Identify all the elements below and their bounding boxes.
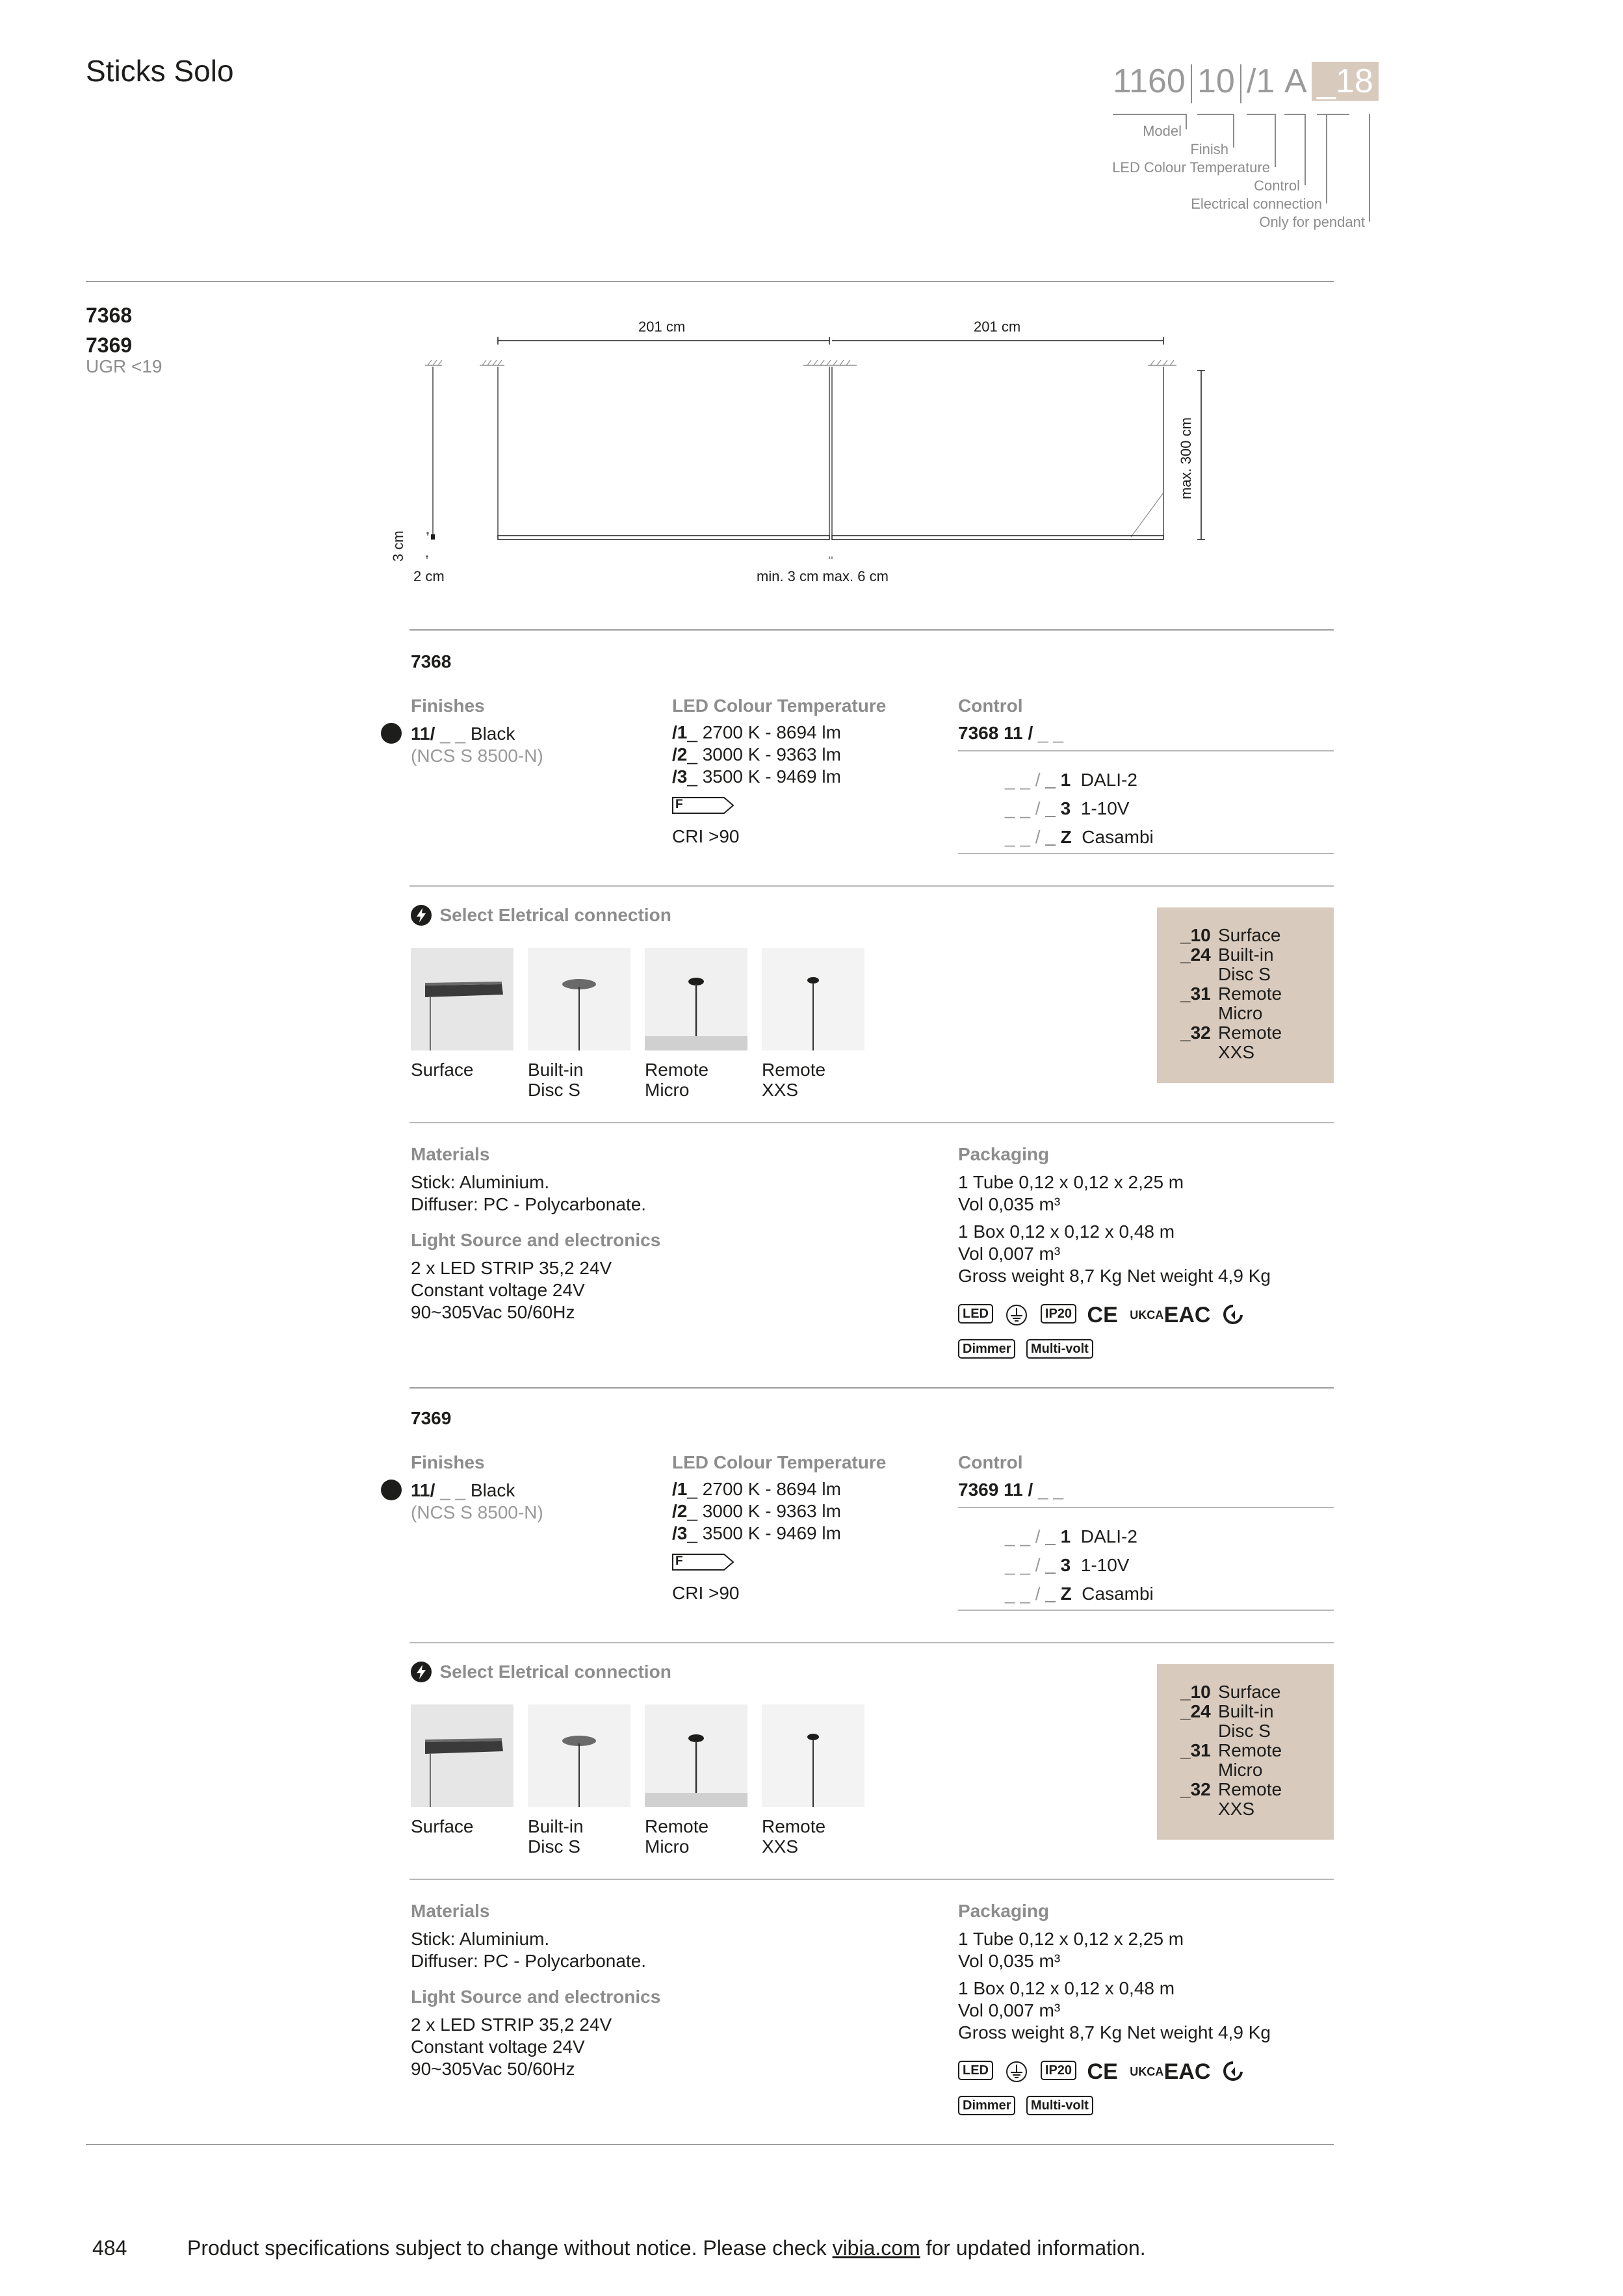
finish-ncs: (NCS S 8500-N) bbox=[411, 1502, 543, 1522]
light-source-list: 2 x LED STRIP 35,2 24V Constant voltage 24V 90~305Vac 50/60Hz bbox=[411, 1258, 612, 1322]
connection-code-row: _32 Remote XXS bbox=[1180, 1023, 1282, 1062]
finish-line bbox=[411, 723, 515, 745]
finish-name: Black bbox=[470, 1480, 515, 1500]
led-temp-label: LED Colour Temperature bbox=[672, 1452, 887, 1472]
legend-label-pendant: Only for pendant bbox=[1259, 214, 1365, 230]
connection-label: Built-in Disc S bbox=[528, 1816, 584, 1857]
led-badge: LED bbox=[958, 2061, 993, 2080]
ugr-rating: UGR <19 bbox=[86, 356, 162, 376]
connection-code-row: _10 Surface bbox=[1180, 1682, 1281, 1702]
control-label: Control bbox=[958, 696, 1023, 716]
packaging-box: 1 Box 0,12 x 0,12 x 0,48 m Vol 0,007 m³ Gross weight 8,7 Kg Net weight 4,9 Kg bbox=[958, 1978, 1271, 2042]
legend-label-connection: Electrical connection bbox=[1191, 196, 1322, 212]
dim-profile-width: 2 cm bbox=[413, 568, 445, 584]
connection-remote-xxs-image[interactable] bbox=[762, 948, 864, 1050]
materials-list: Stick: Aluminium. Diffuser: PC - Polycarbonate. bbox=[411, 1172, 647, 1214]
divider bbox=[409, 1879, 1334, 1880]
energy-class-label bbox=[672, 1554, 734, 1574]
materials-list: Stick: Aluminium. Diffuser: PC - Polycarbonate. bbox=[411, 1929, 647, 1971]
divider bbox=[409, 1122, 1334, 1123]
energy-class: F bbox=[675, 798, 683, 811]
divider bbox=[409, 1642, 1334, 1643]
dim-width-right: 201 cm bbox=[974, 319, 1021, 335]
connection-surface-image[interactable] bbox=[411, 948, 513, 1050]
model-code: 7368 bbox=[86, 304, 133, 327]
model-codes bbox=[86, 300, 132, 360]
connection-code-row: _31 Remote Micro bbox=[1180, 1740, 1282, 1780]
code-seg-model: 1160 bbox=[1113, 62, 1186, 100]
connection-surface-image[interactable] bbox=[411, 1704, 513, 1807]
connection-code-row: _31 Remote Micro bbox=[1180, 984, 1282, 1023]
connection-label: Surface bbox=[411, 1816, 474, 1836]
finish-code: 11/ bbox=[411, 1480, 435, 1500]
connection-code-row: _10 Surface bbox=[1180, 925, 1281, 945]
control-option[interactable]: _ _ / _ Z Casambi bbox=[1005, 1584, 1154, 1604]
connection-label: Remote Micro bbox=[645, 1816, 709, 1857]
legend-label-led-temp: LED Colour Temperature bbox=[1112, 159, 1270, 176]
connection-codes-box bbox=[1157, 1664, 1334, 1840]
lightning-icon bbox=[411, 1662, 432, 1682]
ukca-mark-icon: UKCA bbox=[1130, 2065, 1164, 2078]
dimmer-badge: Dimmer bbox=[958, 2096, 1015, 2115]
connection-remote-micro-image[interactable] bbox=[645, 1704, 747, 1807]
feature-badges bbox=[958, 1339, 1101, 1359]
remote-xxs-icon bbox=[762, 948, 864, 1050]
dim-gap: min. 3 cm max. 6 cm bbox=[757, 568, 889, 584]
legend-label-model: Model bbox=[1143, 123, 1182, 139]
finish-blank: _ _ bbox=[440, 724, 466, 744]
connection-code-row: _32 Remote XXS bbox=[1180, 1779, 1282, 1819]
code-seg-control: A bbox=[1284, 62, 1307, 100]
led-temp-label: LED Colour Temperature bbox=[672, 696, 887, 716]
finish-code: 11/ bbox=[411, 724, 435, 744]
feature-badges bbox=[958, 2096, 1101, 2115]
connection-codes-box bbox=[1157, 907, 1334, 1083]
ip-badge: IP20 bbox=[1041, 2061, 1076, 2080]
select-connection-header: Select Eletrical connection bbox=[411, 1662, 671, 1682]
led-temp-item: /1_ 2700 K - 8694 lm bbox=[672, 722, 841, 742]
control-code: 7368 11 / _ _ bbox=[958, 723, 1063, 743]
connection-remote-micro-image[interactable] bbox=[645, 948, 747, 1050]
packaging-label: Packaging bbox=[958, 1144, 1050, 1164]
finish-swatch[interactable] bbox=[381, 723, 402, 744]
divider bbox=[409, 885, 1334, 887]
connection-code-row: _24 Built-in Disc S bbox=[1180, 945, 1274, 984]
led-temp-list bbox=[672, 722, 841, 788]
remote-xxs-icon bbox=[762, 1704, 864, 1807]
code-legend bbox=[1105, 62, 1391, 237]
finishes-label: Finishes bbox=[411, 1452, 485, 1472]
packaging-tube: 1 Tube 0,12 x 0,12 x 2,25 m Vol 0,035 m³ bbox=[958, 1929, 1184, 1971]
legend-label-finish: Finish bbox=[1190, 141, 1228, 157]
light-source-list: 2 x LED STRIP 35,2 24V Constant voltage 24V 90~305Vac 50/60Hz bbox=[411, 2015, 612, 2079]
divider bbox=[958, 1610, 1334, 1611]
cri: CRI >90 bbox=[672, 826, 740, 846]
led-temp-item: /1_ 2700 K - 8694 lm bbox=[672, 1479, 841, 1499]
eac-mark-icon: EAC bbox=[1163, 2059, 1211, 2084]
led-temp-item: /3_ 3500 K - 9469 lm bbox=[672, 1523, 841, 1543]
led-temp-item: /2_ 3000 K - 9363 lm bbox=[672, 744, 841, 764]
connection-label: Remote Micro bbox=[645, 1060, 709, 1100]
recycle-icon bbox=[1223, 1304, 1243, 1326]
dim-profile-height: 3 cm bbox=[390, 530, 406, 562]
recycle-icon bbox=[1223, 2061, 1243, 2083]
dimension-diagram bbox=[370, 311, 1215, 603]
builtin-disc-icon bbox=[528, 1704, 630, 1807]
connection-builtin-image[interactable] bbox=[528, 948, 630, 1050]
finish-swatch[interactable] bbox=[381, 1480, 402, 1500]
connection-label: Remote XXS bbox=[762, 1816, 826, 1857]
led-temp-item: /3_ 3500 K - 9469 lm bbox=[672, 766, 841, 787]
remote-micro-icon bbox=[645, 948, 747, 1050]
light-source-label: Light Source and electronics bbox=[411, 1987, 661, 2007]
led-temp-list bbox=[672, 1478, 841, 1545]
finish-ncs: (NCS S 8500-N) bbox=[411, 746, 543, 766]
energy-class-label bbox=[672, 797, 734, 817]
divider bbox=[86, 281, 1334, 282]
finish-line bbox=[411, 1480, 515, 1502]
surface-canopy-icon bbox=[411, 1704, 513, 1807]
ukca-mark-icon: UKCA bbox=[1130, 1308, 1164, 1322]
connection-remote-xxs-image[interactable] bbox=[762, 1704, 864, 1807]
certification-row bbox=[958, 1304, 1243, 1326]
control-option[interactable]: _ _ / _ 1 DALI-2 bbox=[1005, 770, 1137, 790]
control-code: 7369 11 / _ _ bbox=[958, 1480, 1063, 1500]
ce-mark-icon: CE bbox=[1087, 1303, 1118, 1327]
eac-mark-icon: EAC bbox=[1163, 1303, 1211, 1327]
materials-label: Materials bbox=[411, 1144, 490, 1164]
code-seg-temp: /1 bbox=[1247, 62, 1275, 100]
divider bbox=[958, 1507, 1334, 1508]
energy-class: F bbox=[675, 1554, 683, 1568]
finish-name: Black bbox=[470, 724, 515, 744]
divider bbox=[409, 1387, 1334, 1389]
legend-label-control: Control bbox=[1254, 177, 1300, 194]
select-connection-header: Select Eletrical connection bbox=[411, 905, 671, 926]
dim-width-left: 201 cm bbox=[638, 319, 686, 335]
dimmer-badge: Dimmer bbox=[958, 1339, 1015, 1359]
certification-row bbox=[958, 2061, 1243, 2083]
multivolt-badge: Multi-volt bbox=[1026, 2096, 1093, 2115]
control-option[interactable]: _ _ / _ Z Casambi bbox=[1005, 827, 1154, 847]
multivolt-badge: Multi-volt bbox=[1026, 1339, 1093, 1359]
led-temp-item: /2_ 3000 K - 9363 lm bbox=[672, 1501, 841, 1521]
finishes-label: Finishes bbox=[411, 696, 485, 716]
finish-blank: _ _ bbox=[440, 1480, 466, 1500]
ip-badge: IP20 bbox=[1041, 1304, 1076, 1324]
cri: CRI >90 bbox=[672, 1583, 740, 1603]
dim-height: max. 300 cm bbox=[1178, 417, 1194, 499]
vibia-link[interactable]: vibia.com bbox=[832, 2236, 920, 2260]
ce-mark-icon: CE bbox=[1087, 2059, 1118, 2084]
divider bbox=[958, 750, 1334, 751]
connection-label: Built-in Disc S bbox=[528, 1060, 584, 1100]
control-option[interactable]: _ _ / _ 1 DALI-2 bbox=[1005, 1526, 1137, 1546]
model-code: 7369 bbox=[86, 333, 133, 357]
led-badge: LED bbox=[958, 1304, 993, 1324]
connection-label: Surface bbox=[411, 1060, 474, 1080]
class-one-ground-icon bbox=[1004, 1304, 1030, 1326]
materials-label: Materials bbox=[411, 1901, 490, 1921]
connection-builtin-image[interactable] bbox=[528, 1704, 630, 1807]
control-label: Control bbox=[958, 1452, 1023, 1472]
light-source-label: Light Source and electronics bbox=[411, 1230, 661, 1250]
packaging-box: 1 Box 0,12 x 0,12 x 0,48 m Vol 0,007 m³ Gross weight 8,7 Kg Net weight 4,9 Kg bbox=[958, 1221, 1271, 1286]
footer-note: Product specifications subject to change without notice. Please check vibia.com for updated information. bbox=[187, 2236, 1146, 2260]
packaging-label: Packaging bbox=[958, 1901, 1050, 1921]
lightning-icon bbox=[411, 905, 432, 926]
product-code: 7369 bbox=[411, 1408, 452, 1428]
page-number: 484 bbox=[92, 2236, 127, 2260]
remote-micro-icon bbox=[645, 1704, 747, 1807]
class-one-ground-icon bbox=[1004, 2061, 1030, 2083]
connection-label: Remote XXS bbox=[762, 1060, 826, 1100]
divider bbox=[409, 629, 1334, 631]
page-title: Sticks Solo bbox=[86, 54, 234, 88]
surface-canopy-icon bbox=[411, 948, 513, 1050]
divider bbox=[958, 853, 1334, 854]
control-option[interactable]: _ _ / _ 3 1-10V bbox=[1005, 798, 1130, 818]
code-seg-connection: _18 bbox=[1312, 62, 1379, 101]
connection-code-row: _24 Built-in Disc S bbox=[1180, 1701, 1274, 1741]
pendant-drawing bbox=[370, 311, 1215, 603]
product-code: 7368 bbox=[411, 651, 452, 672]
builtin-disc-icon bbox=[528, 948, 630, 1050]
code-seg-finish: 10 bbox=[1197, 62, 1235, 100]
control-option[interactable]: _ _ / _ 3 1-10V bbox=[1005, 1555, 1130, 1575]
packaging-tube: 1 Tube 0,12 x 0,12 x 2,25 m Vol 0,035 m³ bbox=[958, 1172, 1184, 1214]
divider bbox=[86, 2144, 1334, 2145]
